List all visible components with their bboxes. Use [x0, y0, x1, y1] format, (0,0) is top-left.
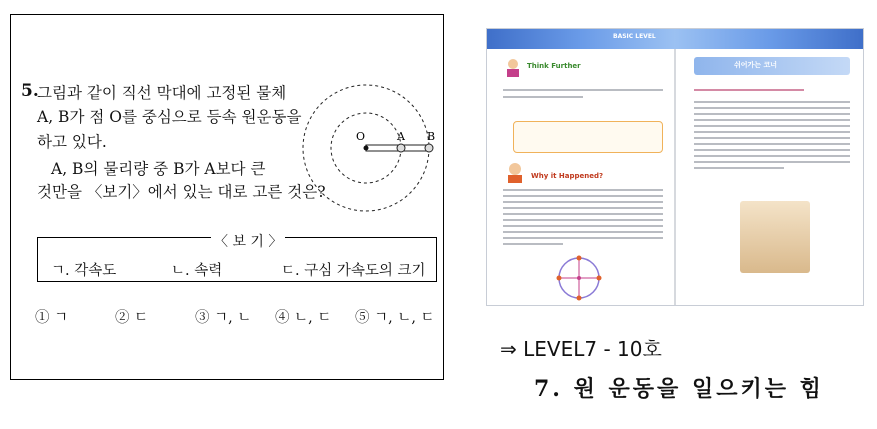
text-line: [503, 237, 663, 239]
text-line: [503, 219, 663, 221]
why-it-happened-title: Why it Happened?: [531, 172, 604, 180]
text-line: [503, 213, 663, 215]
text-line: [694, 149, 850, 151]
question-text-line-1: 그림과 같이 직선 막대에 고정된 물체: [37, 84, 287, 102]
text-line: [694, 167, 784, 169]
circular-motion-diagram: [301, 83, 441, 213]
choice-4[interactable]: ④ ㄴ, ㄷ: [275, 310, 332, 326]
label-o: O: [356, 130, 366, 143]
circular-motion-figure: [549, 253, 609, 303]
text-line: [694, 101, 850, 103]
question-number: 5.: [21, 81, 39, 101]
text-line: [694, 137, 850, 139]
text-line: [694, 113, 850, 115]
choice-5[interactable]: ⑤ ㄱ, ㄴ, ㄷ: [355, 310, 435, 326]
bogi-item-2: ㄴ. 속력: [171, 263, 223, 279]
text-line: [694, 125, 850, 127]
answer-box: [513, 121, 663, 153]
textbook-page-thumbnail: [486, 28, 864, 306]
choice-3[interactable]: ③ ㄱ, ㄴ: [195, 310, 252, 326]
question-text-line-2: A, B가 점 O를 중심으로 등속 원운동을: [37, 108, 302, 126]
text-line: [694, 143, 850, 145]
question-text-line-4: A, B의 물리량 중 B가 A보다 큰: [51, 160, 266, 178]
exam-problem-box: [10, 14, 444, 380]
text-line: [503, 225, 663, 227]
text-line: [503, 189, 663, 191]
text-line: [503, 231, 663, 233]
text-line: [694, 161, 850, 163]
center-point-o: [364, 146, 369, 151]
text-line: [503, 201, 663, 203]
textbook-right-page: [676, 49, 863, 305]
text-line: [503, 89, 663, 91]
object-a: [397, 144, 405, 152]
corner-banner: [694, 57, 850, 75]
bogi-item-1: ㄱ. 각속도: [51, 263, 117, 279]
label-a: A: [397, 130, 405, 143]
text-line: [694, 89, 804, 91]
text-line: [503, 243, 563, 245]
text-line: [503, 96, 583, 98]
bogi-item-3: ㄷ. 구심 가속도의 크기: [281, 263, 426, 279]
choice-1[interactable]: ① ㄱ: [35, 310, 69, 326]
label-b: B: [427, 130, 436, 143]
why-character-icon: [503, 161, 527, 183]
object-b: [425, 144, 433, 152]
question-text-line-3: 하고 있다.: [37, 133, 107, 151]
text-line: [503, 207, 663, 209]
text-line: [503, 195, 663, 197]
text-line: [694, 119, 850, 121]
chapter-title: 7. 원 운동을 일으키는 힘: [534, 376, 824, 402]
level-caption: ⇒ LEVEL7 - 10호: [500, 337, 662, 361]
corner-banner-text: 쉬어가는 코너: [734, 61, 778, 69]
level-badge: BASIC LEVEL: [613, 33, 656, 40]
text-line: [694, 131, 850, 133]
text-line: [694, 155, 850, 157]
think-further-title: Think Further: [527, 62, 581, 70]
textbook-illustration: [740, 201, 810, 273]
textbook-left-page: [487, 49, 674, 305]
think-character-icon: [503, 57, 523, 77]
textbook-header-banner: [487, 29, 863, 49]
bogi-title: 〈 보 기 〉: [211, 231, 285, 251]
choice-2[interactable]: ② ㄷ: [115, 310, 149, 326]
question-text-line-5: 것만을 〈보기〉에서 있는 대로 고른 것은?: [37, 183, 326, 201]
text-line: [694, 107, 850, 109]
